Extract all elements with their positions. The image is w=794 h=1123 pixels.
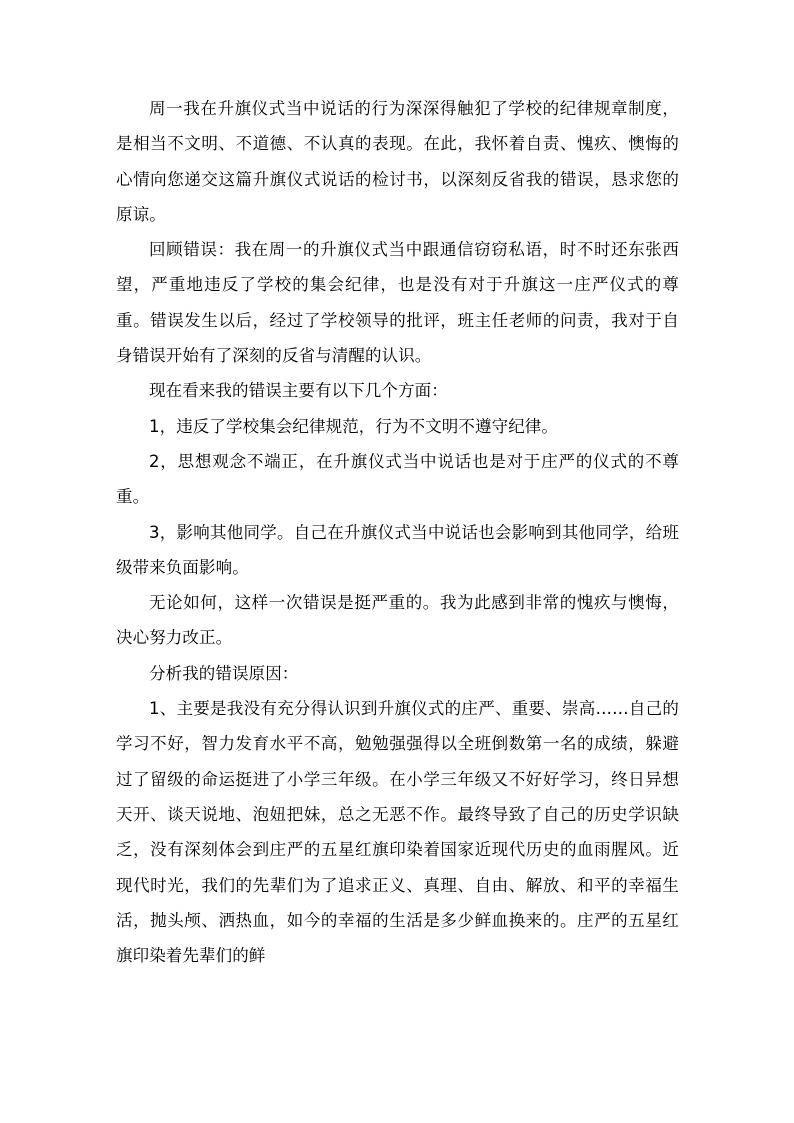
- paragraph-intro: 周一我在升旗仪式当中说话的行为深深得触犯了学校的纪律规章制度，是相当不文明、不道德、不认真的表现。在此，我怀着自责、愧疚、懊悔的心情向您递交这篇升旗仪式说话的检讨书，以深刻反省我的错误，恳求您的原谅。: [116, 99, 679, 224]
- paragraph-cause-heading: 分析我的错误原因：: [149, 663, 299, 683]
- paragraph-remorse: 无论如何，这样一次错误是挺严重的。我为此感到非常的愧疚与懊悔，决心努力改正。: [116, 593, 679, 648]
- paragraph-aspect-3: 3，影响其他同学。自己在升旗仪式当中说话也会影响到其他同学，给班级带来负面影响。: [116, 522, 679, 577]
- document-body: [116, 91, 679, 973]
- paragraph-cause-1: 1、主要是我没有充分得认识到升旗仪式的庄严、重要、崇高……自己的学习不好，智力发育水平不高，勉勉强强得以全班倒数第一名的成绩，躲避过了留级的命运挺进了小学三年级。在小学三年级又不好好学习，终日异想天开、谈天说地、泡妞把妹，总之无恶不作。最终导致了自己的历史学识缺乏，没有深刻体会到庄严的五星红旗印染着国家近现代历史的血雨腥风。近现代时光，我们的先辈们为了追求正义、真理、自由、解放、和平的幸福生活，抛头颅、洒热血，如今的幸福的生活是多少鲜血换来的。庄严的五星红旗印染着先辈们的鲜: [116, 699, 679, 966]
- paragraph-aspect-1: 1，违反了学校集会纪律规范，行为不文明不遵守纪律。: [149, 416, 558, 436]
- paragraph-aspect-2: 2，思想观念不端正，在升旗仪式当中说话也是对于庄严的仪式的不尊重。: [116, 451, 679, 507]
- paragraph-error-aspects-heading: 现在看来我的错误主要有以下几个方面：: [149, 381, 448, 401]
- paragraph-review-error: 回顾错误：我在周一的升旗仪式当中跟通信窃窃私语，时不时还东张西望，严重地违反了学校的集会纪律，也是没有对于升旗这一庄严仪式的尊重。错误发生以后，经过了学校领导的批评，班主任老师的问责，我对于自身错误开始有了深刻的反省与清醒的认识。: [116, 240, 679, 366]
